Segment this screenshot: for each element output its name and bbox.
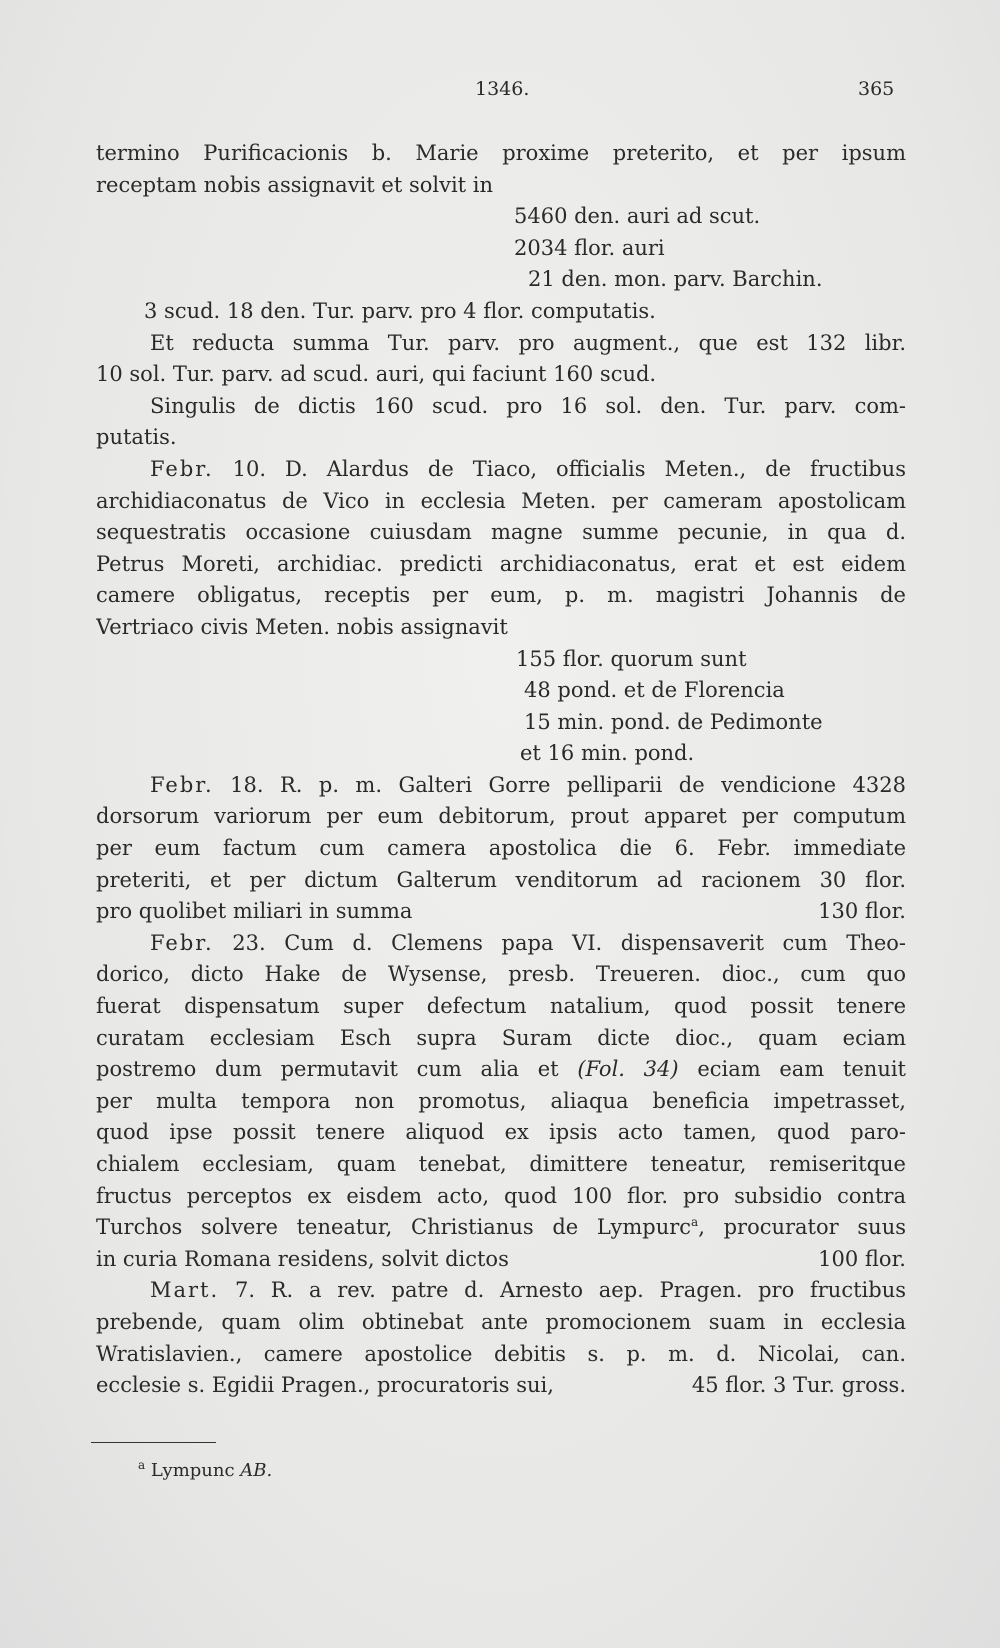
entry-text: pro quolibet miliari in summa xyxy=(96,899,413,924)
text-line: curatam ecclesiam Esch supra Suram dicte dioc., quam eciam xyxy=(96,1025,906,1050)
text-line: putatis. xyxy=(96,425,177,450)
text-line: receptam nobis assignavit et solvit in xyxy=(96,172,494,197)
amount-line: 5460 den. auri ad scut. xyxy=(514,204,761,229)
text-line: quod ipse possit tenere aliquod ex ipsis acto tamen, quod paro- xyxy=(96,1120,906,1145)
entry-text: , procurator suus xyxy=(698,1215,906,1240)
entry-text: 18. R. p. m. Galteri Gorre pelliparii de vendicione 4328 xyxy=(230,772,906,797)
text-line: Wratislavien., camere apostolice debitis s. p. m. d. Nicolai, can. xyxy=(96,1341,906,1366)
amount-line: 21 den. mon. parv. Barchin. xyxy=(528,267,823,292)
text-line: per eum factum cum camera apostolica die 6. Febr. immediate xyxy=(96,836,906,861)
text-line: dorico, dicto Hake de Wysense, presb. Treueren. dioc., cum quo xyxy=(96,962,906,987)
entry-text: Turchos solvere teneatur, Christianus de Lympurc xyxy=(96,1215,692,1240)
amount-line: et 16 min. pond. xyxy=(520,741,695,766)
text-line: termino Purificacionis b. Marie proxime preterito, et per ipsum xyxy=(96,141,906,165)
text-line: fuerat dispensatum super defectum natalium, quod possit tenere xyxy=(96,994,906,1019)
footnote-text: Lympunc xyxy=(150,1460,235,1481)
text-line: fructus perceptos ex eisdem acto, quod 100 flor. pro subsidio contra xyxy=(96,1183,906,1208)
text-line: Petrus Moreti, archidiac. predicti archidiaconatus, erat et est eidem xyxy=(96,551,906,576)
entry-month: Febr. xyxy=(150,772,214,797)
text-line: camere obligatus, receptis per eum, p. m. magistri Johannis de xyxy=(96,583,906,608)
footnote-divider xyxy=(91,1442,216,1443)
entry-line xyxy=(96,770,906,802)
text-line xyxy=(96,896,906,928)
entry-text: 10. D. Alardus de Tiaco, officialis Meten., de fructibus xyxy=(232,456,906,481)
text-line: 10 sol. Tur. parv. ad scud. auri, qui faciunt 160 scud. xyxy=(96,362,657,387)
text-line: Vertriaco civis Meten. nobis assignavit xyxy=(96,614,508,639)
text-line xyxy=(96,1054,906,1086)
entry-text: in curia Romana residens, solvit dictos xyxy=(96,1246,509,1271)
text-line: prebende, quam olim obtinebat ante promocionem suam in ecclesia xyxy=(96,1309,906,1334)
footnote-mark: a xyxy=(138,1458,146,1472)
running-header xyxy=(0,78,1000,108)
footnote-marker: a xyxy=(691,1215,699,1230)
text-line: archidiaconatus de Vico in ecclesia Meten. per cameram apostolicam xyxy=(96,488,906,513)
text-line: per multa tempora non promotus, aliaqua beneficia impetrasset, xyxy=(96,1088,906,1113)
page-body xyxy=(96,138,906,1402)
entry-line xyxy=(96,454,906,486)
header-year: 1346. xyxy=(475,78,530,100)
entry-month: Febr. xyxy=(150,456,214,481)
text-line: dorsorum variorum per eum debitorum, prout apparet per computum xyxy=(96,804,906,829)
entry-text: postremo dum permutavit cum alia et xyxy=(96,1057,559,1082)
text-line: Et reducta summa Tur. parv. pro augment., que est 132 libr. xyxy=(150,330,906,355)
footnote xyxy=(138,1460,272,1481)
entry-amount: 45 flor. 3 Tur. gross. xyxy=(691,1373,906,1398)
folio-reference: (Fol. 34) xyxy=(577,1057,679,1082)
entry-text: ecclesie s. Egidii Pragen., procuratoris sui, xyxy=(96,1373,554,1398)
footnote-sigla: AB. xyxy=(240,1460,273,1481)
page-number: 365 xyxy=(858,78,895,100)
text-line xyxy=(96,1370,906,1402)
entry-amount: 130 flor. xyxy=(818,899,906,924)
amount-line: 3 scud. 18 den. Tur. parv. pro 4 flor. computatis. xyxy=(144,298,656,323)
entry-line xyxy=(96,928,906,960)
text-line: chialem ecclesiam, quam tenebat, dimittere teneatur, remiseritque xyxy=(96,1152,906,1176)
text-line: Singulis de dictis 160 scud. pro 16 sol. den. Tur. parv. com- xyxy=(150,393,906,418)
entry-month: Mart. xyxy=(150,1278,220,1303)
entry-month: Febr. xyxy=(150,930,214,955)
entry-text: 7. R. a rev. patre d. Arnesto aep. Pragen. pro fructibus xyxy=(234,1278,906,1303)
text-line: sequestratis occasione cuiusdam magne summe pecunie, in qua d. xyxy=(96,520,906,545)
text-line xyxy=(96,1244,906,1276)
entry-text: 23. Cum d. Clemens papa VI. dispensaverit cum Theo- xyxy=(232,930,906,955)
text-line xyxy=(96,1212,906,1244)
amount-line: 48 pond. et de Florencia xyxy=(524,678,785,703)
amount-line: 2034 flor. auri xyxy=(514,235,665,260)
text-line: preteriti, et per dictum Galterum venditorum ad racionem 30 flor. xyxy=(96,867,906,892)
entry-amount: 100 flor. xyxy=(818,1246,906,1271)
entry-text: eciam eam tenuit xyxy=(697,1057,906,1082)
amount-line: 155 flor. quorum sunt xyxy=(516,646,747,671)
entry-line xyxy=(96,1275,906,1307)
amount-line: 15 min. pond. de Pedimonte xyxy=(524,709,823,734)
